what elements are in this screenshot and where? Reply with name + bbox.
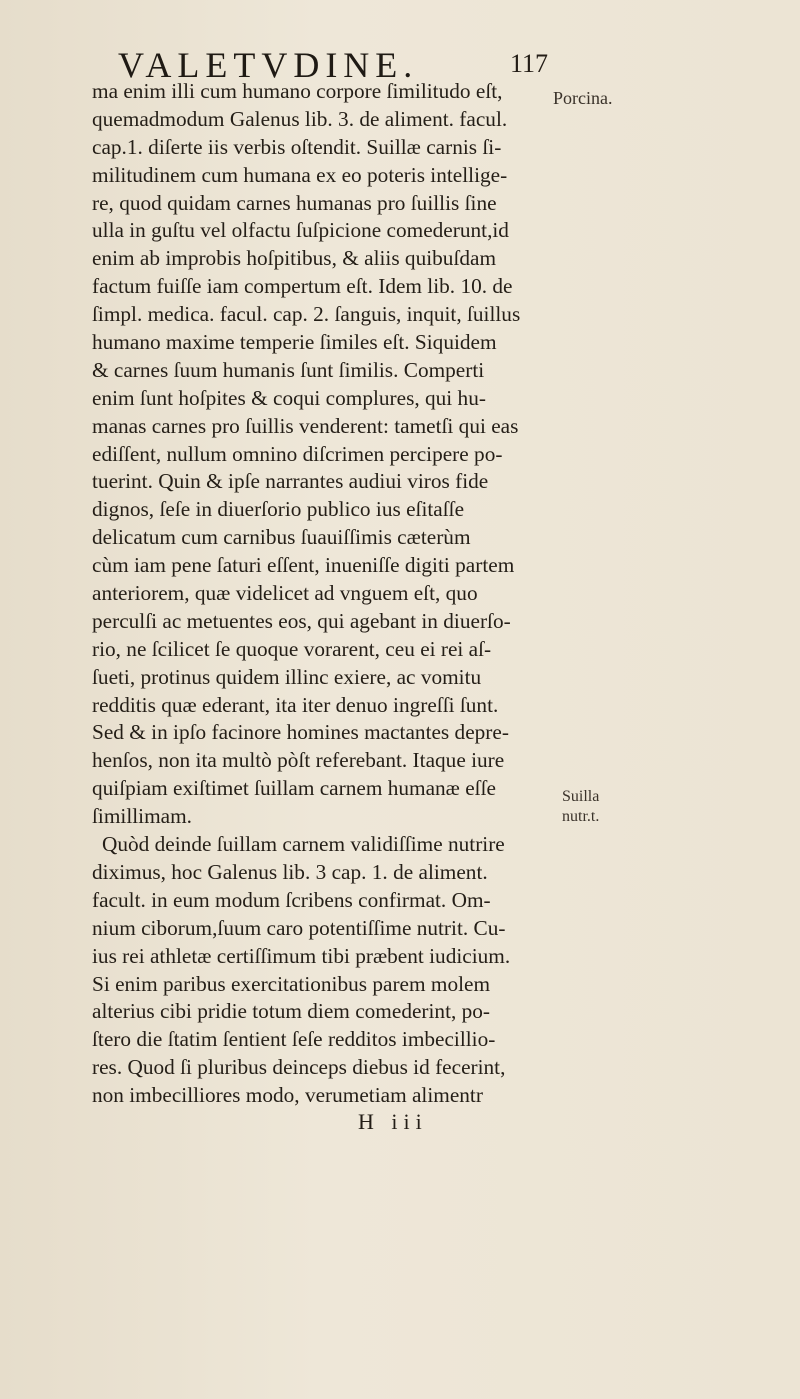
text-line: cùm iam pene ſaturi eſſent, inueniſſe digiti partem bbox=[92, 553, 515, 578]
text-line: tuerint. Quin & ipſe narrantes audiui viros fide bbox=[92, 469, 489, 494]
text-line: alterius cibi pridie totum diem comederint, po- bbox=[92, 999, 491, 1024]
text-line: ma enim illi cum humano corpore ſimilitudo eſt, bbox=[92, 79, 503, 103]
page-number: 117 bbox=[509, 49, 548, 78]
body-text bbox=[92, 78, 548, 1110]
text-line: & carnes ſuum humanis ſunt ſimilis. Comperti bbox=[92, 357, 485, 382]
text-line: militudinem cum humana ex eo poteris intellige- bbox=[92, 162, 508, 187]
text-line: ſimillimam. bbox=[92, 804, 192, 829]
text-line: humano maxime temperie ſimiles eſt. Siquidem bbox=[92, 330, 497, 355]
text-line: non imbecilliores modo, verumetiam alimentr bbox=[92, 1083, 483, 1108]
margin-note-suilla-line1: Suilla bbox=[562, 788, 600, 805]
text-line: nium ciborum,ſuum caro potentiſſime nutrit. Cu- bbox=[92, 915, 506, 940]
text-line: dignos, ſeſe in diuerſorio publico ius eſitaſſe bbox=[92, 497, 465, 522]
running-title: VALETVDINE. bbox=[118, 45, 419, 85]
text-line: ſimpl. medica. facul. cap. 2. ſanguis, inquit, ſuillus bbox=[92, 302, 521, 327]
text-line: enim ab improbis hoſpitibus, & aliis quibuſdam bbox=[92, 246, 497, 271]
text-line: rio, ne ſcilicet ſe quoque vorarent, ceu ei rei aſ- bbox=[92, 636, 492, 661]
text-line: ſueti, protinus quidem illinc exiere, ac vomitu bbox=[92, 664, 482, 689]
text-line: delicatum cum carnibus ſuauiſſimis cæterùm bbox=[92, 525, 471, 550]
text-line: ius rei athletæ certiſſimum tibi præbent iudicium. bbox=[92, 943, 511, 968]
text-line: manas carnes pro ſuillis venderent: tametſi qui eas bbox=[92, 413, 519, 438]
text-line: facult. in eum modum ſcribens confirmat. Om- bbox=[92, 887, 491, 912]
signature-mark: H iii bbox=[358, 1109, 428, 1134]
text-line: res. Quod ſi pluribus deinceps diebus id fecerint, bbox=[92, 1055, 506, 1080]
text-line: quiſpiam exiſtimet ſuillam carnem humanæ eſſe bbox=[92, 776, 496, 801]
text-line: ulla in guſtu vel olfactu ſuſpicione comederunt,id bbox=[92, 218, 509, 243]
text-line: perculſi ac metuentes eos, qui agebant in diuerſo- bbox=[92, 608, 511, 633]
margin-note-suilla-line2: nutr.t. bbox=[562, 808, 600, 825]
text-line: Si enim paribus exercitationibus parem molem bbox=[92, 971, 491, 996]
margin-note-porcina: Porcina. bbox=[553, 88, 613, 108]
text-line: quemadmodum Galenus lib. 3. de aliment. facul. bbox=[92, 106, 508, 131]
text-line: cap.1. diſerte iis verbis oſtendit. Suillæ carnis ſi- bbox=[92, 134, 502, 159]
text-line: ediſſent, nullum omnino diſcrimen percipere po- bbox=[92, 441, 503, 466]
text-line: Sed & in ipſo facinore homines mactantes depre- bbox=[92, 720, 509, 745]
margin-note-suilla bbox=[562, 787, 599, 827]
text-line: henſos, non ita multò pòſt referebant. Itaque iure bbox=[92, 748, 505, 773]
text-line: ſtero die ſtatim ſentient ſeſe redditos imbecillio- bbox=[92, 1027, 496, 1052]
text-line: factum fuiſſe iam compertum eſt. Idem lib. 10. de bbox=[92, 274, 513, 299]
text-line: enim ſunt hoſpites & coqui complures, qui hu- bbox=[92, 385, 486, 410]
text-line: redditis quæ ederant, ita iter denuo ingreſſi ſunt. bbox=[92, 692, 499, 717]
text-line: re, quod quidam carnes humanas pro ſuillis ſine bbox=[92, 190, 497, 215]
text-line: Quòd deinde ſuillam carnem validiſſime nutrire bbox=[102, 832, 505, 857]
text-line: anteriorem, quæ videlicet ad vnguem eſt, quo bbox=[92, 581, 478, 606]
text-line: diximus, hoc Galenus lib. 3 cap. 1. de aliment. bbox=[92, 859, 488, 884]
